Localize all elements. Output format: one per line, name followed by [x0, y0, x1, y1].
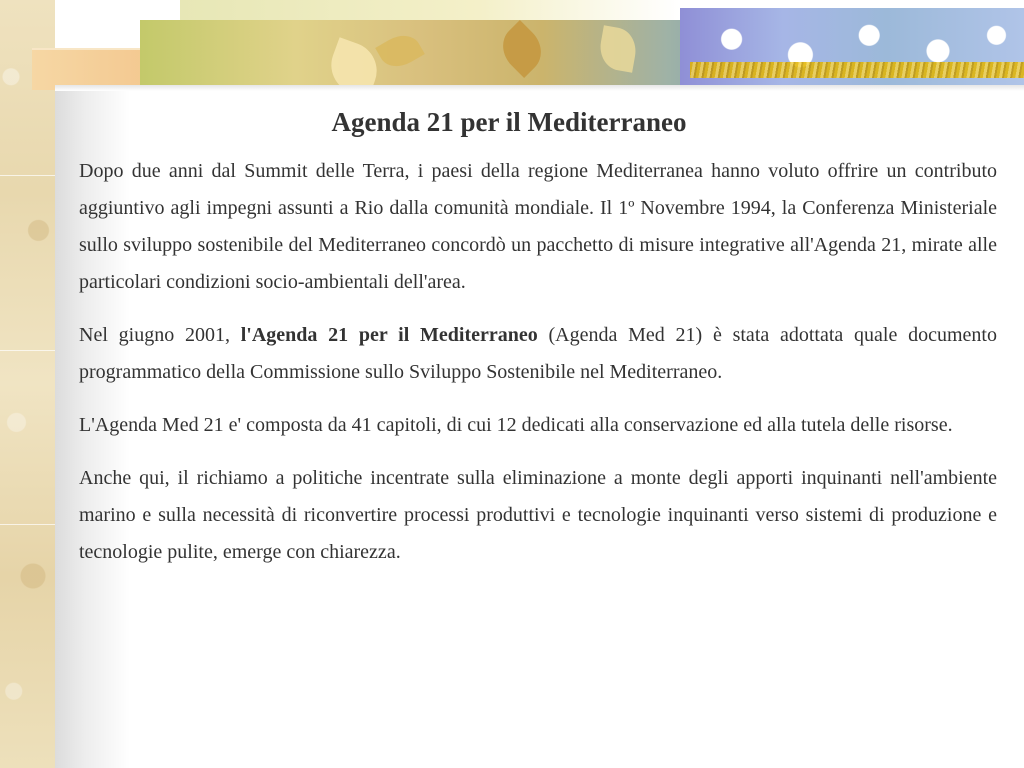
banner-gold-accent — [690, 62, 1024, 78]
header-banner — [0, 0, 1024, 88]
paragraph-2-tail: (Agenda Med 21) è stata adottata quale documento programmatico della Commissione sullo Sviluppo Sostenibile nel Mediterraneo. — [79, 324, 997, 383]
paragraph-1: Dopo due anni dal Summit delle Terra, i paesi della regione Mediterranea hanno voluto offrire un contributo aggiuntivo agli impegni assunti a Rio dalla comunità mondiale. Il 1º Novembre 1994, la Conferenza Ministeriale sullo sviluppo sostenibile del Mediterraneo concordò un pacchetto di misure integrative all'Agenda 21, mirate alle particolari condizioni socio-ambientali dell'area. — [79, 160, 997, 293]
banner-leaf-image — [140, 20, 760, 88]
banner-frame — [32, 48, 152, 90]
paragraph-4: Anche qui, il richiamo a politiche incentrate sulla eliminazione a monte degli apporti inquinanti nell'ambiente marino e sulla necessità di riconvertire processi produttivi e tecnologie inquinanti verso sistemi di produzione e tecnologie pulite, emerge con chiarezza. — [79, 467, 997, 563]
strip-divider — [0, 524, 55, 525]
paragraph-3: L'Agenda Med 21 e' composta da 41 capitoli, di cui 12 dedicati alla conservazione ed alla tutela delle risorse. — [79, 414, 953, 436]
banner-top-band — [180, 0, 680, 20]
paragraph-2-bold: l'Agenda 21 per il Mediterraneo — [240, 324, 538, 346]
strip-divider — [0, 175, 55, 176]
banner-shadow — [55, 85, 1024, 91]
slide-content — [79, 100, 997, 571]
title-container — [79, 100, 939, 144]
left-decorative-strip — [0, 0, 55, 768]
paragraph-2 — [79, 317, 997, 391]
paragraph-2-lead: Nel giugno 2001, — [79, 324, 241, 346]
page-title: Agenda 21 per il Mediterraneo — [331, 107, 687, 137]
strip-divider — [0, 350, 55, 351]
leaf-shape — [323, 37, 385, 88]
